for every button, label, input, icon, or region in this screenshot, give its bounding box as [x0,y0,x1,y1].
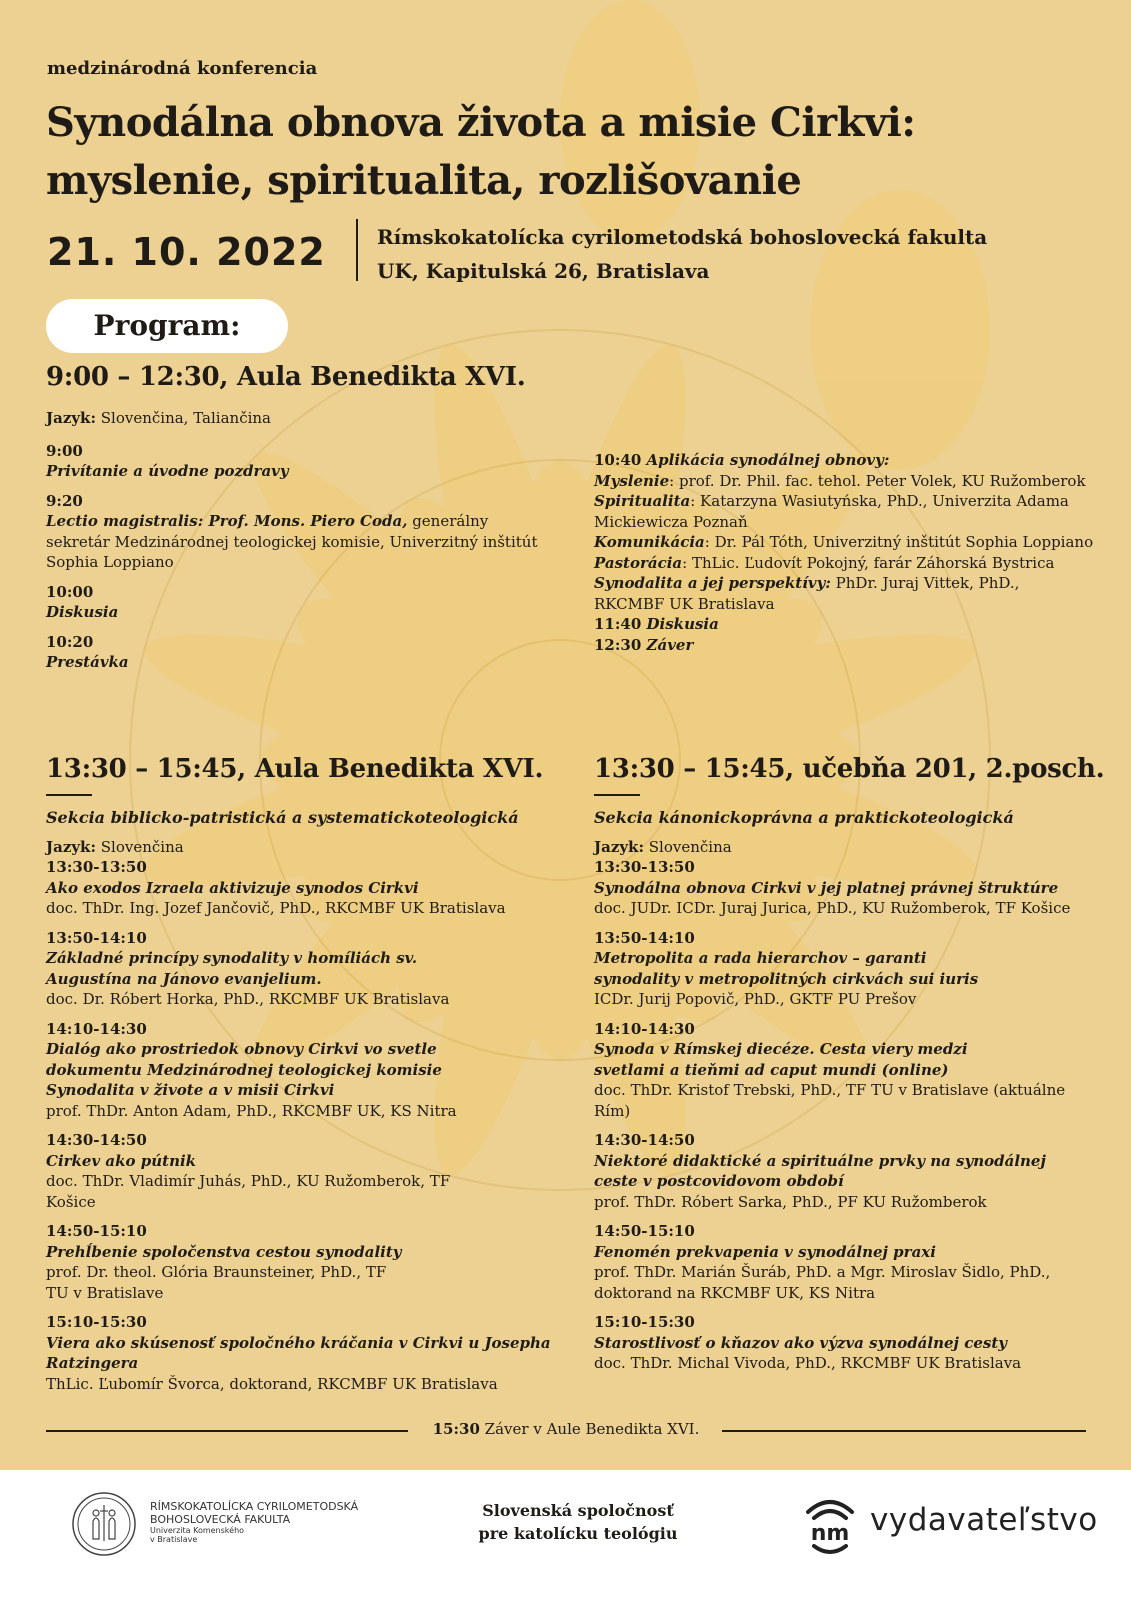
closing-line-right [722,1430,1086,1432]
agenda-title: Diskusia [641,615,719,633]
venue-line-1: Rímskokatolícka cyrilometodská bohoslovecká fakulta [377,225,988,249]
agenda-title: Privítanie a úvodne pozdravy [46,462,289,480]
agenda-time: 9:20 [46,491,83,510]
society-line-2: pre katolícku teológiu [478,1524,678,1543]
application-speaker: : ThLic. Ľudovít Pokojný, farár Záhorská Bystrica [682,553,1055,572]
title-line-1: Synodálna obnova života a misie Cirkvi: [46,99,916,146]
agenda-item [46,491,546,573]
afternoon-right-heading: 13:30 – 15:45, učebňa 201, 2.posch. [594,754,1105,784]
talk-time: 14:10-14:30 [594,1019,695,1038]
venue-line-2: UK, Kapitulská 26, Bratislava [377,259,710,283]
talk-title: Fenomén prekvapenia v synodálnej praxi [594,1242,936,1261]
closing-label: Záver v Aule Benedikta XVI. [479,1420,700,1438]
talk-item [46,857,566,919]
header-divider [356,219,358,281]
agenda-item [594,614,1094,635]
footer [0,1470,1131,1600]
talk-title: Dialóg ako prostriedok obnovy Cirkvi vo svetle dokumentu Medzinárodnej teologickej komisie Synodalita v živote a v misii Cirkvi [46,1040,442,1099]
language-value: Slovenčina, Taliančina [95,409,271,427]
faculty-name [150,1500,358,1544]
agenda-time: 10:40 [594,451,642,469]
talk-item [46,928,566,1010]
section-title: Sekcia kánonickoprávna a praktickoteologická [594,808,1014,827]
talk-title: Synodálna obnova Cirkvi v jej platnej právnej štruktúre [594,878,1059,897]
application-item [594,532,1094,553]
afternoon-left-column [46,808,566,1394]
application-topic: Pastorácia [594,553,683,572]
society-line-1: Slovenská spoločnosť [482,1501,674,1520]
talk-speaker: prof. ThDr. Róbert Sarka, PhD., PF KU Ružomberok [594,1192,987,1211]
application-item [594,491,1094,532]
application-speaker: PhDr. Juraj Vittek, PhD., RKCMBF UK Bratislava [594,574,1020,613]
publisher-name: vydavateľstvo [870,1502,1098,1538]
talk-time: 14:30-14:50 [46,1131,147,1149]
language-label: Jazyk: [46,409,96,427]
talk-item [594,1221,1094,1303]
section-language [46,837,566,858]
application-speaker: : Dr. Pál Tóth, Univerzitný inštitút Sophia Loppiano [704,533,1094,551]
talk-item [46,1312,566,1394]
talk-speaker: doc. JUDr. ICDr. Juraj Jurica, PhD., KU Ružomberok, TF Košice [594,899,1071,917]
agenda-time: 10:20 [46,632,94,651]
talk-item [594,928,1094,1010]
talk-speaker: doc. Dr. Róbert Horka, PhD., RKCMBF UK Bratislava [46,990,450,1008]
talk-time: 15:10-15:30 [46,1313,147,1331]
talk-speaker: prof. Dr. theol. Glória Braunsteiner, PhD., TF TU v Bratislave [46,1263,387,1302]
talk-time: 15:10-15:30 [594,1313,695,1331]
talk-speaker: prof. ThDr. Anton Adam, PhD., RKCMBF UK, KS Nitra [46,1101,457,1120]
talk-title: Prehĺbenie spoločenstva cestou synodality [46,1242,402,1261]
faculty-line-3: Univerzita Komenského [150,1526,245,1535]
talk-time: 13:50-14:10 [594,928,695,947]
faculty-seal-icon [71,1491,137,1557]
talk-item [594,1312,1094,1374]
agenda-time: 12:30 [594,635,642,654]
program-label: Program: [46,299,288,353]
agenda-time: 9:00 [46,441,83,460]
talk-time: 14:50-15:10 [594,1222,695,1240]
talk-title: Synoda v Rímskej diecéze. Cesta viery medzi svetlami a tieňmi ad caput mundi (online) [594,1040,968,1079]
talk-item [46,1019,566,1122]
talk-speaker: prof. ThDr. Marián Šuráb, PhD. a Mgr. Miroslav Šidlo, PhD., doktorand na RKCMBF UK, KS Nitra [594,1263,1051,1302]
talk-time: 13:30-13:50 [594,858,695,876]
language-value: Slovenčina [95,837,184,856]
society-name [473,1499,683,1545]
faculty-line-4: v Bratislave [150,1535,198,1544]
talk-speaker: doc. ThDr. Vladimír Juhás, PhD., KU Ružomberok, TF Košice [46,1172,451,1211]
agenda-item [46,441,546,482]
venue [377,220,987,288]
talk-title: Základné princípy synodality v homíliách sv. Augustína na Jánovo evanjelium. [46,949,418,988]
talk-item [594,1019,1094,1122]
talk-time: 14:10-14:30 [46,1019,147,1038]
talk-item [46,1221,566,1303]
agenda-item [46,632,546,673]
agenda-item [594,635,1094,656]
application-topic: Myslenie [594,471,670,490]
publisher-logo-icon [800,1490,860,1560]
talk-item [46,1130,566,1212]
application-topic: Spiritualita [594,492,691,510]
agenda-title: Diskusia [46,603,119,621]
talk-time: 13:50-14:10 [46,928,147,947]
talk-title: Cirkev ako pútnik [46,1151,197,1170]
application-item [594,553,1094,574]
application-speaker: : prof. Dr. Phil. fac. tehol. Peter Volek, KU Ružomberok [669,471,1086,490]
talk-title: Metropolita a rada hierarchov – garanti synodality v metropolitných cirkvách sui iuris [594,949,979,988]
agenda-title: Prestávka [46,653,129,671]
faculty-line-2: BOHOSLOVECKÁ FAKULTA [150,1513,291,1526]
talk-speaker: doc. ThDr. Kristof Trebski, PhD., TF TU v Bratislave (aktuálne Rím) [594,1081,1066,1120]
heading-underline [594,794,640,796]
morning-heading: 9:00 – 12:30, Aula Benedikta XVI. [46,362,526,392]
application-item [594,573,1094,614]
agenda-title: Lectio magistralis: Prof. Mons. Piero Coda, [46,512,408,530]
talk-title: Niektoré didaktické a spirituálne prvky na synodálnej ceste v postcovidovom období [594,1151,1046,1190]
section-title: Sekcia biblicko-patristická a systematickoteologická [46,808,519,827]
agenda-time: 11:40 [594,615,642,633]
agenda-title: Záver [641,635,694,654]
application-heading [594,450,1094,471]
agenda-title: Aplikácia synodálnej obnovy: [641,451,890,469]
agenda-time: 10:00 [46,582,94,601]
language-label: Jazyk: [46,837,96,856]
talk-speaker: ThLic. Ľubomír Švorca, doktorand, RKCMBF UK Bratislava [46,1374,498,1393]
application-item [594,471,1094,492]
talk-speaker: doc. ThDr. Ing. Jozef Jančovič, PhD., RKCMBF UK Bratislava [46,899,506,917]
closing-time: 15:30 [432,1420,480,1438]
afternoon-right-column [594,808,1094,1374]
application-speaker: : Katarzyna Wasiutyńska, PhD., Univerzita Adama Mickiewicza Poznaň [594,492,1069,531]
morning-language [46,408,546,429]
section-language [594,837,1094,858]
talk-title: Ako exodos Izraela aktivizuje synodos Cirkvi [46,878,419,897]
talk-speaker: ICDr. Jurij Popovič, PhD., GKTF PU Prešov [594,990,917,1008]
application-topic: Komunikácia [594,533,705,551]
talk-time: 14:50-15:10 [46,1222,147,1240]
language-label: Jazyk: [594,837,644,856]
talk-title: Starostlivosť o kňazov ako výzva synodálnej cesty [594,1333,1007,1352]
heading-underline [46,794,92,796]
agenda-detail: generálny sekretár Medzinárodnej teologickej komisie, Univerzitný inštitút Sophia Loppiano [46,512,538,571]
talk-time: 14:30-14:50 [594,1131,695,1149]
publisher-mark: nm [810,1521,850,1546]
morning-left-column [46,408,546,682]
talk-speaker: doc. ThDr. Michal Vivoda, PhD., RKCMBF UK Bratislava [594,1354,1022,1372]
agenda-item [46,582,546,623]
talk-item [594,857,1094,919]
afternoon-left-heading: 13:30 – 15:45, Aula Benedikta XVI. [46,754,544,784]
talk-time: 13:30-13:50 [46,858,147,876]
conference-title [46,94,1106,210]
faculty-line-1: RÍMSKOKATOLÍCKA CYRILOMETODSKÁ [150,1500,359,1513]
closing-text [46,1420,1086,1438]
morning-right-column [594,450,1094,655]
language-value: Slovenčina [643,837,732,856]
talk-item [594,1130,1094,1212]
conference-kicker: medzinárodná konferencia [47,58,318,79]
conference-date: 21. 10. 2022 [47,230,326,274]
talk-title: Viera ako skúsenosť spoločného kráčania v Cirkvi u Josepha Ratzingera [46,1333,551,1372]
title-line-2: myslenie, spiritualita, rozlišovanie [46,157,802,204]
closing-row [46,1420,1086,1442]
agenda-description [46,511,546,573]
application-topic: Synodalita a jej perspektívy: [594,574,831,592]
